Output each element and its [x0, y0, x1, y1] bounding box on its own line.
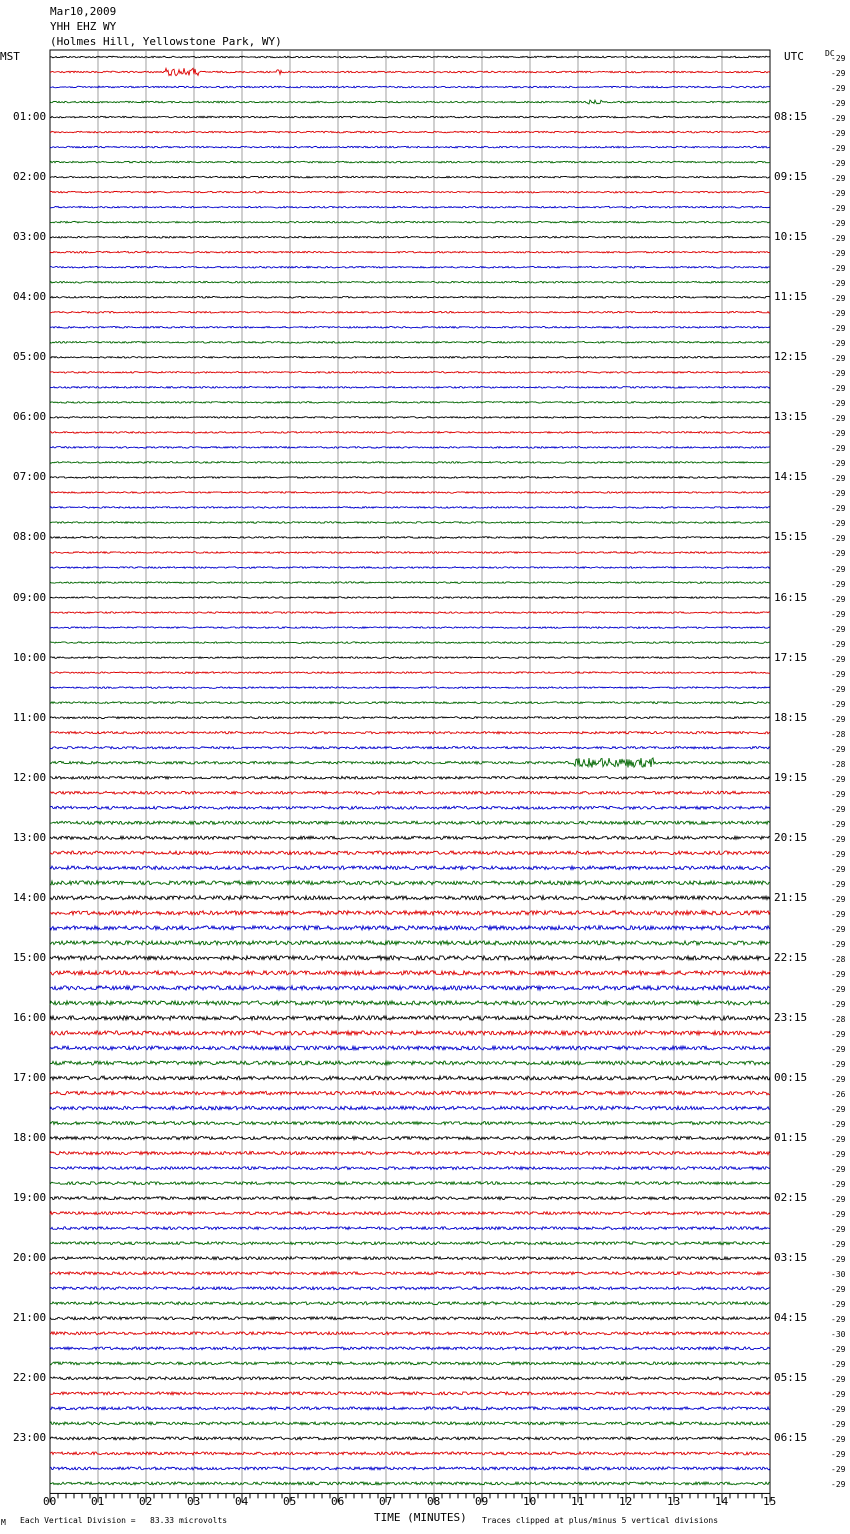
- dc-offset-label: -29: [831, 99, 846, 109]
- seismic-trace: [50, 1137, 770, 1140]
- seismic-trace: [50, 941, 770, 945]
- mst-hour-label: 20:00: [13, 1251, 47, 1265]
- dc-offset-label: -30: [831, 1330, 846, 1340]
- seismic-trace: [50, 971, 770, 975]
- dc-offset-label: -29: [831, 324, 846, 334]
- seismic-trace: [50, 372, 770, 374]
- utc-hour-label: 19:15: [774, 770, 808, 784]
- dc-offset-label: -29: [831, 864, 846, 874]
- x-tick-label: 15: [763, 1495, 777, 1508]
- dc-offset-label: -29: [831, 1390, 846, 1400]
- mst-hour-label: 17:00: [13, 1071, 47, 1085]
- dc-offset-label: -29: [831, 309, 846, 319]
- dc-offset-label: -29: [831, 1435, 846, 1445]
- dc-offset-label: -29: [831, 1240, 846, 1250]
- mst-hour-label: 11:00: [13, 710, 47, 724]
- utc-hour-label: 02:15: [774, 1191, 808, 1205]
- dc-offset-label: -29: [831, 939, 846, 949]
- seismic-trace: [50, 522, 770, 524]
- mst-hour-label: 06:00: [13, 410, 47, 424]
- mst-hour-label: 22:00: [13, 1371, 47, 1385]
- seismic-trace: [50, 1001, 770, 1005]
- dc-offset-label: -29: [831, 294, 846, 304]
- dc-offset-label: -28: [831, 954, 846, 964]
- seismic-trace: [50, 1182, 770, 1185]
- utc-hour-label: 06:15: [774, 1431, 808, 1445]
- mst-hour-label: 01:00: [13, 110, 47, 124]
- seismic-trace: [50, 896, 770, 900]
- seismic-trace: [50, 146, 770, 148]
- seismic-trace: [50, 1347, 770, 1350]
- dc-offset-label: -29: [831, 1225, 846, 1235]
- seismic-trace: [50, 387, 770, 389]
- mst-hour-label: 13:00: [13, 830, 47, 844]
- x-tick-label: 06: [331, 1495, 345, 1508]
- seismic-trace: [50, 462, 770, 464]
- dc-offset-label: -29: [831, 1360, 846, 1370]
- mst-hour-label: 14:00: [13, 890, 47, 904]
- utc-hour-label: 13:15: [774, 410, 808, 424]
- dc-offset-label: -29: [831, 264, 846, 274]
- seismic-trace: [50, 791, 770, 794]
- mst-hour-label: 15:00: [13, 950, 47, 964]
- utc-hour-label: 22:15: [774, 950, 808, 964]
- dc-offset-label: -29: [831, 54, 846, 63]
- dc-offset-label: -29: [831, 564, 846, 574]
- seismic-trace: [50, 266, 770, 268]
- dc-offset-label: -29: [831, 1285, 846, 1295]
- dc-offset-label: -29: [831, 969, 846, 979]
- dc-offset-label: -29: [831, 579, 846, 589]
- seismic-trace: [50, 866, 770, 870]
- dc-offset-label: -29: [831, 909, 846, 919]
- seismic-trace: [50, 206, 770, 208]
- dc-offset-label: -29: [831, 174, 846, 184]
- dc-offset-label: -29: [831, 819, 846, 829]
- x-tick-label: 07: [379, 1495, 393, 1508]
- dc-offset-label: -29: [831, 1105, 846, 1115]
- dc-offset-label: -29: [831, 1315, 846, 1325]
- right-axis-title: UTC: [784, 50, 804, 63]
- mst-hour-label: 08:00: [13, 530, 47, 544]
- dc-offset-label: -29: [831, 1120, 846, 1130]
- seismic-trace: [50, 176, 770, 178]
- dc-offset-label: -29: [831, 1480, 846, 1490]
- x-tick-label: 01: [91, 1495, 105, 1508]
- seismic-trace: [50, 687, 770, 689]
- seismic-trace: [50, 56, 770, 58]
- dc-offset-label: -29: [831, 84, 846, 94]
- seismic-trace: [50, 281, 770, 283]
- seismic-trace: [50, 296, 770, 298]
- seismic-trace: [50, 1257, 770, 1260]
- dc-offset-label: -29: [831, 429, 846, 439]
- dc-offset-label: -28: [831, 729, 846, 739]
- dc-offset-label: -29: [831, 399, 846, 409]
- seismic-trace: [50, 627, 770, 629]
- seismic-trace: [50, 1106, 770, 1110]
- dc-offset-label: -29: [831, 654, 846, 664]
- x-tick-label: 02: [139, 1495, 153, 1508]
- mst-hour-label: 23:00: [13, 1431, 47, 1445]
- mst-hour-label: 05:00: [13, 350, 47, 364]
- dc-offset-label: -29: [831, 1135, 846, 1145]
- seismic-trace: [50, 836, 770, 839]
- dc-offset-label: -29: [831, 549, 846, 559]
- seismic-trace: [50, 1392, 770, 1395]
- seismic-trace: [50, 1227, 770, 1230]
- dc-offset-label: -30: [831, 1270, 846, 1280]
- seismic-trace: [50, 507, 770, 509]
- dc-offset-label: -29: [831, 159, 846, 169]
- dc-offset-label: -29: [831, 1465, 846, 1475]
- dc-offset-label: -29: [831, 1210, 846, 1220]
- seismic-trace: [50, 911, 770, 915]
- dc-offset-label: -29: [831, 1450, 846, 1460]
- seismic-trace: [50, 1452, 770, 1455]
- dc-offset-label: -29: [831, 144, 846, 154]
- seismic-trace: [50, 116, 770, 118]
- dc-offset-label: -29: [831, 519, 846, 529]
- seismic-trace: [50, 702, 770, 704]
- seismic-trace: [50, 732, 770, 734]
- dc-offset-label: -26: [831, 1090, 846, 1100]
- dc-offset-label: -29: [831, 219, 846, 229]
- seismic-trace: [50, 1287, 770, 1290]
- seismic-trace: [50, 1046, 770, 1050]
- utc-hour-label: 03:15: [774, 1251, 808, 1265]
- seismic-trace: [50, 477, 770, 479]
- seismic-trace: [50, 251, 770, 253]
- utc-hour-label: 17:15: [774, 650, 808, 664]
- seismic-trace: [50, 1122, 770, 1125]
- dc-offset-label: -29: [831, 534, 846, 544]
- dc-offset-label: -29: [831, 1255, 846, 1265]
- utc-hour-label: 08:15: [774, 110, 808, 124]
- utc-hour-label: 23:15: [774, 1010, 808, 1024]
- dc-offset-label: -29: [831, 69, 846, 78]
- seismic-trace: [50, 236, 770, 238]
- seismic-trace: [50, 1167, 770, 1170]
- dc-offset-label: -28: [831, 759, 846, 769]
- utc-hour-label: 09:15: [774, 170, 808, 184]
- mst-hour-label: 21:00: [13, 1311, 47, 1325]
- mst-hour-label: 07:00: [13, 470, 47, 484]
- dc-offset-label: -29: [831, 1150, 846, 1160]
- dc-offset-label: -29: [831, 459, 846, 469]
- seismic-trace: [50, 1242, 770, 1245]
- mst-hour-label: 04:00: [13, 290, 47, 304]
- dc-offset-label: -29: [831, 354, 846, 364]
- utc-hour-label: 12:15: [774, 350, 808, 364]
- seismic-trace: [50, 537, 770, 539]
- utc-hour-label: 00:15: [774, 1071, 808, 1085]
- corner-mark: M: [1, 1518, 6, 1527]
- mst-hour-label: 03:00: [13, 230, 47, 244]
- dc-offset-label: -28: [831, 1014, 846, 1024]
- seismic-trace: [50, 327, 770, 329]
- dc-offset-label: -29: [831, 369, 846, 379]
- utc-hour-label: 15:15: [774, 530, 808, 544]
- dc-offset-label: -29: [831, 1345, 846, 1355]
- dc-offset-label: -29: [831, 684, 846, 694]
- dc-offset-label: -29: [831, 714, 846, 724]
- x-tick-label: 00: [43, 1495, 57, 1508]
- seismic-trace: [50, 567, 770, 569]
- dc-offset-label: -29: [831, 999, 846, 1009]
- seismic-trace: [50, 1362, 770, 1365]
- seismic-trace: [50, 956, 770, 960]
- utc-hour-label: 14:15: [774, 470, 808, 484]
- dc-offset-label: -29: [831, 249, 846, 259]
- seismic-trace: [50, 432, 770, 434]
- seismic-trace: [50, 717, 770, 719]
- mst-hour-label: 02:00: [13, 170, 47, 184]
- utc-hour-label: 18:15: [774, 710, 808, 724]
- seismic-trace: [50, 312, 770, 314]
- seismic-trace: [50, 582, 770, 584]
- seismic-trace: [50, 417, 770, 419]
- dc-offset-label: -29: [831, 1375, 846, 1385]
- dc-offset-label: -29: [831, 129, 846, 139]
- seismic-trace: [50, 1076, 770, 1080]
- seismic-trace: [50, 1482, 770, 1485]
- seismic-trace: [50, 926, 770, 930]
- seismic-trace: [50, 1091, 770, 1095]
- dc-offset-label: -29: [831, 879, 846, 889]
- x-tick-label: 03: [187, 1495, 201, 1508]
- dc-offset-label: -29: [831, 234, 846, 244]
- dc-offset-label: -29: [831, 204, 846, 214]
- x-tick-label: 14: [715, 1495, 729, 1508]
- seismic-trace: [50, 806, 770, 809]
- dc-offset-label: -29: [831, 849, 846, 859]
- dc-offset-label: -29: [831, 1420, 846, 1430]
- x-tick-label: 11: [571, 1495, 585, 1508]
- dc-offset-label: -29: [831, 114, 846, 124]
- mst-hour-label: 16:00: [13, 1010, 47, 1024]
- dc-offset-label: -29: [831, 414, 846, 424]
- seismic-trace: [50, 161, 770, 163]
- seismic-trace: [50, 821, 770, 824]
- seismic-trace: [50, 672, 770, 674]
- utc-hour-label: 05:15: [774, 1371, 808, 1385]
- seismic-trace: [50, 402, 770, 404]
- station-location: (Holmes Hill, Yellowstone Park, WY): [50, 35, 282, 48]
- utc-hour-label: 10:15: [774, 230, 808, 244]
- seismic-trace: [50, 1302, 770, 1305]
- seismic-trace: [50, 657, 770, 659]
- dc-offset-label: -29: [831, 279, 846, 289]
- x-tick-label: 10: [523, 1495, 537, 1508]
- seismic-trace: [50, 552, 770, 554]
- seismic-trace: [50, 597, 770, 599]
- seismic-trace: [50, 758, 770, 768]
- seismic-trace: [50, 68, 770, 76]
- dc-label: DC: [825, 49, 835, 58]
- seismic-trace: [50, 1031, 770, 1035]
- seismic-trace: [50, 492, 770, 494]
- x-tick-label: 12: [619, 1495, 633, 1508]
- mst-hour-label: 18:00: [13, 1131, 47, 1145]
- seismic-trace: [50, 642, 770, 644]
- seismic-trace: [50, 357, 770, 359]
- x-tick-label: 13: [667, 1495, 681, 1508]
- seismic-trace: [50, 131, 770, 133]
- x-axis-label: TIME (MINUTES): [374, 1511, 467, 1524]
- x-tick-label: 05: [283, 1495, 297, 1508]
- dc-offset-label: -29: [831, 984, 846, 994]
- seismic-trace: [50, 1061, 770, 1065]
- seismic-trace: [50, 1422, 770, 1425]
- dc-offset-label: -29: [831, 1060, 846, 1069]
- plot-frame: [50, 50, 770, 1493]
- dc-offset-label: -29: [831, 639, 846, 649]
- dc-offset-label: -29: [831, 1195, 846, 1205]
- dc-offset-label: -29: [831, 504, 846, 514]
- seismic-trace: [50, 447, 770, 449]
- seismic-trace: [50, 1152, 770, 1155]
- utc-hour-label: 01:15: [774, 1131, 808, 1145]
- dc-offset-label: -29: [831, 669, 846, 679]
- x-tick-label: 09: [475, 1495, 489, 1508]
- dc-offset-label: -29: [831, 1165, 846, 1175]
- dc-offset-label: -29: [831, 1300, 846, 1310]
- dc-offset-label: -29: [831, 924, 846, 934]
- seismic-trace: [50, 1407, 770, 1410]
- utc-hour-label: 04:15: [774, 1311, 808, 1325]
- seismic-trace: [50, 1317, 770, 1320]
- seismic-trace: [50, 1377, 770, 1380]
- seismic-trace: [50, 1437, 770, 1440]
- seismic-trace: [50, 1212, 770, 1215]
- dc-offset-label: -29: [831, 624, 846, 634]
- seismic-trace: [50, 221, 770, 223]
- dc-offset-label: -29: [831, 834, 846, 844]
- seismic-trace: [50, 1197, 770, 1200]
- dc-offset-label: -29: [831, 894, 846, 904]
- seismic-trace: [50, 1332, 770, 1335]
- seismic-trace: [50, 612, 770, 614]
- seismic-trace: [50, 86, 770, 88]
- mst-hour-label: 10:00: [13, 650, 47, 664]
- dc-offset-label: -29: [831, 789, 846, 799]
- seismic-trace: [50, 1272, 770, 1275]
- dc-offset-label: -29: [831, 609, 846, 619]
- utc-hour-label: 16:15: [774, 590, 808, 604]
- dc-offset-label: -29: [831, 474, 846, 484]
- mst-hour-label: 12:00: [13, 770, 47, 784]
- dc-offset-label: -29: [831, 699, 846, 709]
- utc-hour-label: 11:15: [774, 290, 808, 304]
- seismic-trace: [50, 342, 770, 344]
- dc-offset-label: -29: [831, 804, 846, 814]
- seismic-trace: [50, 986, 770, 990]
- dc-offset-label: -29: [831, 189, 846, 199]
- seismic-trace: [50, 776, 770, 779]
- dc-offset-label: -29: [831, 1029, 846, 1039]
- x-tick-label: 04: [235, 1495, 249, 1508]
- scale-note: Each Vertical Division = 83.33 microvolts: [20, 1516, 228, 1525]
- mst-hour-label: 09:00: [13, 590, 47, 604]
- seismic-trace: [50, 1016, 770, 1020]
- mst-hour-label: 19:00: [13, 1191, 47, 1205]
- dc-offset-label: -29: [831, 384, 846, 394]
- dc-offset-label: -29: [831, 774, 846, 784]
- dc-offset-label: -29: [831, 1044, 846, 1054]
- seismic-trace: [50, 881, 770, 885]
- dc-offset-label: -29: [831, 1075, 846, 1085]
- left-axis-title: MST: [0, 50, 20, 63]
- x-tick-label: 08: [427, 1495, 441, 1508]
- dc-offset-label: -29: [831, 339, 846, 349]
- utc-hour-label: 21:15: [774, 890, 808, 904]
- seismic-trace: [50, 191, 770, 193]
- seismic-trace: [50, 851, 770, 855]
- station-code: YHH EHZ WY: [50, 20, 117, 33]
- dc-offset-label: -29: [831, 1405, 846, 1415]
- dc-offset-label: -29: [831, 744, 846, 754]
- dc-offset-label: -29: [831, 594, 846, 604]
- clip-note: Traces clipped at plus/minus 5 vertical divisions: [482, 1516, 719, 1525]
- utc-hour-label: 20:15: [774, 830, 808, 844]
- dc-offset-label: -29: [831, 444, 846, 454]
- record-date: Mar10,2009: [50, 5, 117, 18]
- seismic-trace: [50, 747, 770, 749]
- dc-offset-label: -29: [831, 1180, 846, 1190]
- seismic-trace: [50, 100, 770, 104]
- dc-offset-label: -29: [831, 489, 846, 499]
- seismic-trace: [50, 1467, 770, 1470]
